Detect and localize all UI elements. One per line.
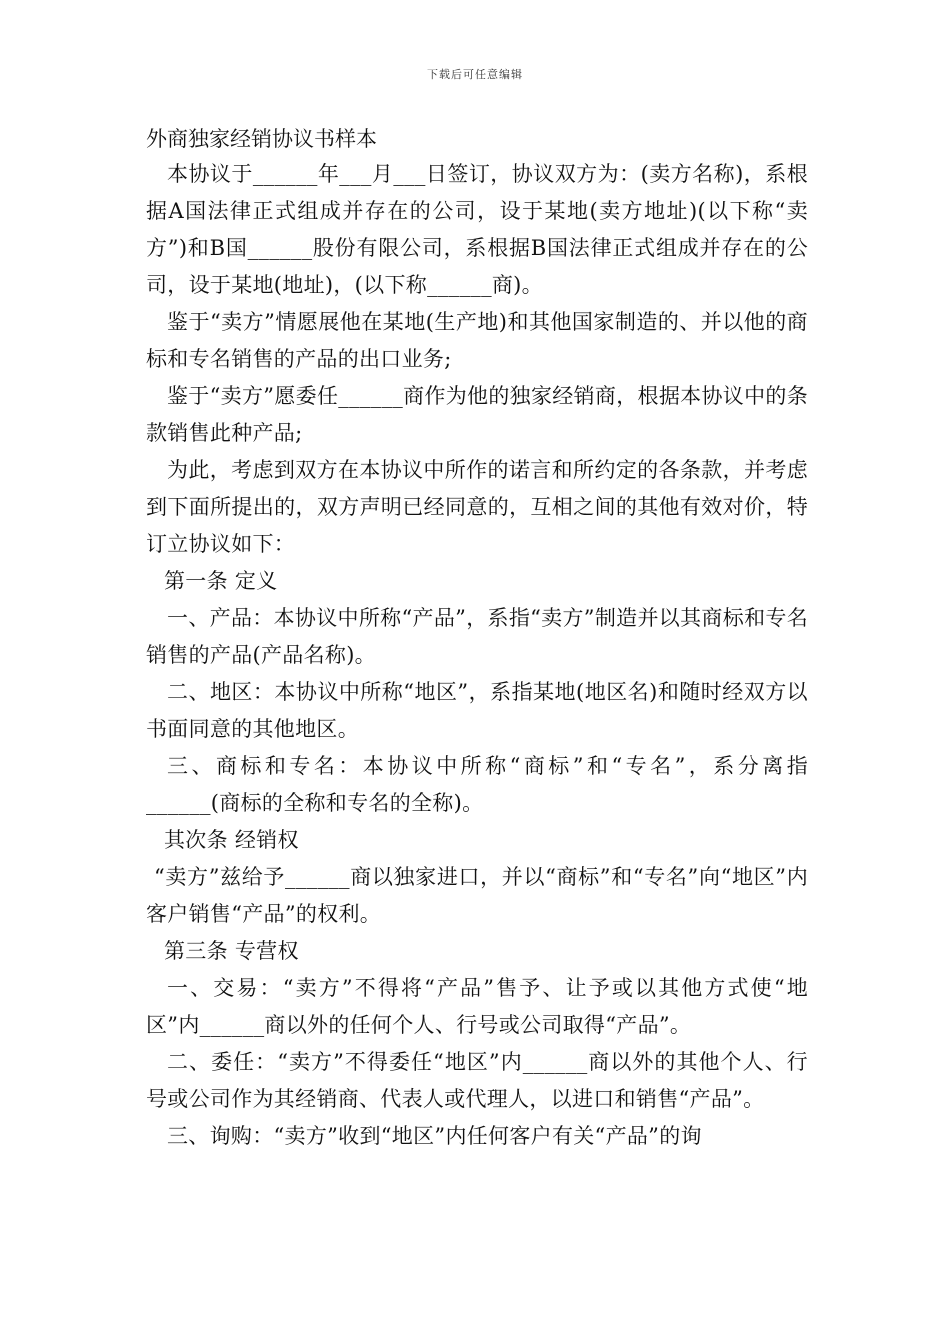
article-3-clause-1: 一、交易：“卖方”不得将“产品”售予、让予或以其他方式使“地区”内______商以外的任何个人、行号或公司取得“产品”。 — [146, 976, 808, 1037]
article-3-heading: 第三条 专营权 — [164, 939, 299, 963]
page-header: 下载后可任意编辑 — [427, 68, 523, 81]
article-2-heading: 其次条 经销权 — [164, 828, 299, 852]
document-title: 外商独家经销协议书样本 — [146, 127, 377, 151]
article-1-clause-2: 二、地区：本协议中所称“地区”，系指某地(地区名)和随时经双方以书面同意的其他地区。 — [146, 680, 808, 741]
article-1-clause-3: 三、商标和专名：本协议中所称“商标”和“专名”，系分离指______(商标的全称和专名的全称)。 — [146, 754, 808, 815]
paragraph-therefore: 为此，考虑到双方在本协议中所作的诺言和所约定的各条款，并考虑到下面所提出的，双方声明已经同意的，互相之间的其他有效对价，特订立协议如下： — [146, 458, 808, 556]
paragraph-whereas-2: 鉴于“卖方”愿委任______商作为他的独家经销商，根据本协议中的条款销售此种产品; — [146, 384, 808, 445]
article-3-clause-2: 二、委任：“卖方”不得委任“地区”内______商以外的其他个人、行号或公司作为其经销商、代表人或代理人，以进口和销售“产品”。 — [146, 1050, 808, 1111]
paragraph-preamble: 本协议于______年___月___日签订，协议双方为：(卖方名称)，系根据A国法律正式组成并存在的公司，设于某地(卖方地址)(以下称“卖方”)和B国______股份有限公司，系根据B国法律正式组成并存在的公司，设于某地(地址)，(以下称______商)。 — [146, 162, 808, 297]
article-1-heading: 第一条 定义 — [164, 569, 278, 593]
document-body — [146, 156, 808, 1155]
article-1-clause-1: 一、产品：本协议中所称“产品”，系指“卖方”制造并以其商标和专名销售的产品(产品名称)。 — [146, 606, 808, 667]
article-3-clause-3: 三、询购：“卖方”收到“地区”内任何客户有关“产品”的询 — [167, 1124, 702, 1148]
paragraph-whereas-1: 鉴于“卖方”情愿展他在某地(生产地)和其他国家制造的、并以他的商标和专名销售的产品的出口业务; — [146, 310, 808, 371]
article-2-clause: “卖方”兹给予______商以独家进口，并以“商标”和“专名”向“地区”内客户销售“产品”的权利。 — [146, 865, 808, 926]
